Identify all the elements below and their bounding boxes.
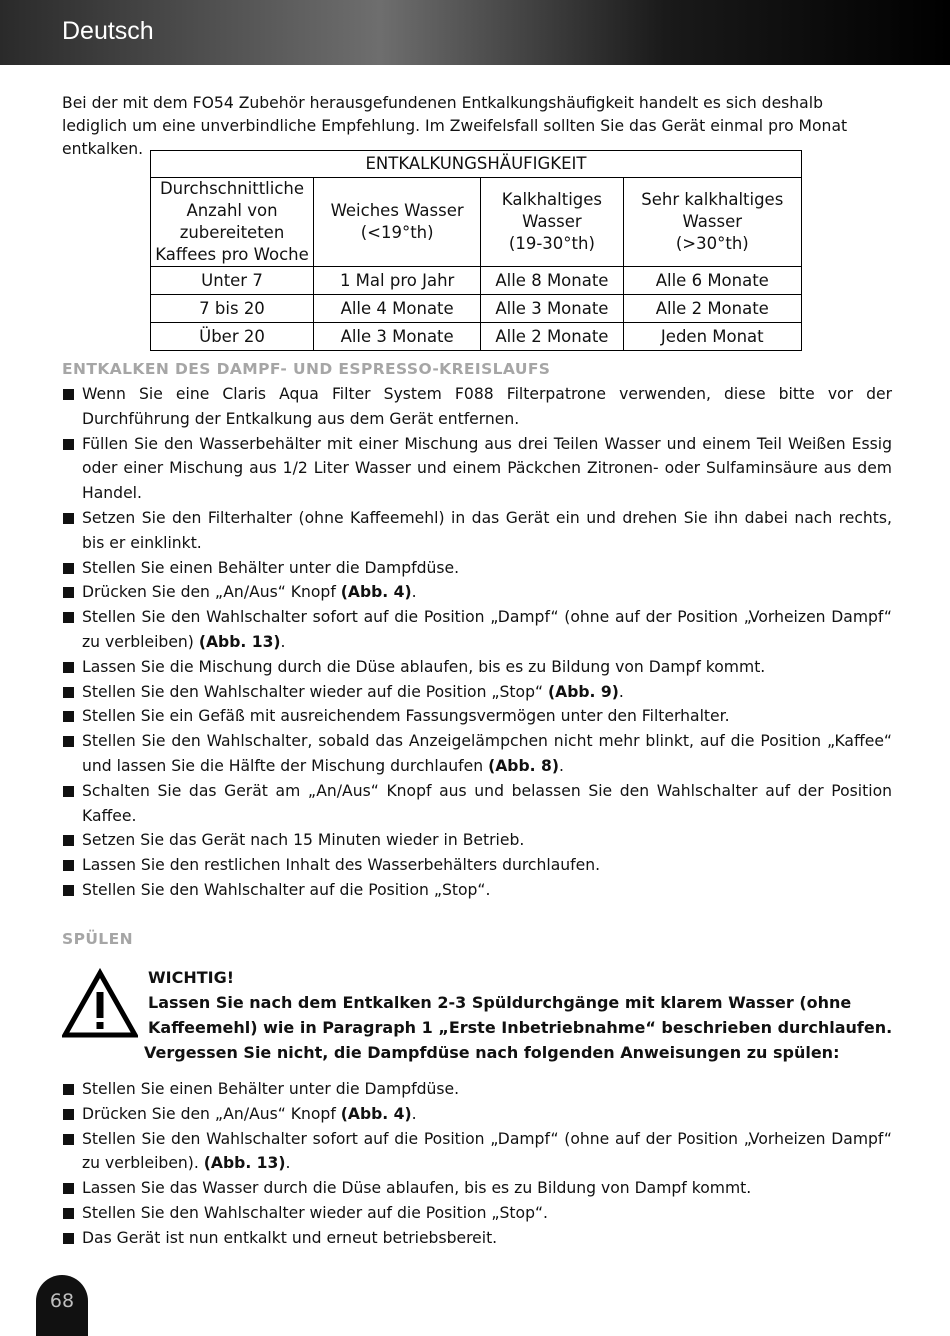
item-text: Setzen Sie den Filterhalter (ohne Kaffeemehl) in das Gerät ein und drehen Sie ihn dabei nach rechts, bis er einklinkt. bbox=[82, 508, 892, 552]
header-line: Anzahl von zubereiteten bbox=[179, 201, 285, 242]
table-header-soft-water bbox=[314, 178, 481, 267]
table-header-row bbox=[151, 178, 802, 267]
header-line: Wasser bbox=[522, 212, 582, 231]
list-item bbox=[62, 729, 892, 779]
item-text: Lassen Sie das Wasser durch die Düse ablaufen, bis es zu Bildung von Dampf kommt. bbox=[82, 1179, 752, 1198]
warning-icon bbox=[62, 968, 138, 1040]
list-item bbox=[62, 853, 892, 878]
header-line: (<19°th) bbox=[360, 223, 434, 242]
list-item bbox=[62, 828, 892, 853]
table-cell: Über 20 bbox=[151, 323, 314, 351]
bullet-icon bbox=[63, 860, 74, 871]
item-text: Lassen Sie die Mischung durch die Düse ablaufen, bis es zu Bildung von Dampf kommt. bbox=[82, 657, 766, 676]
item-text: Lassen Sie den restlichen Inhalt des Wasserbehälters durchlaufen. bbox=[82, 856, 601, 875]
table-cell: Alle 2 Monate bbox=[481, 323, 623, 351]
item-text: Drücken Sie den „An/Aus“ Knopf bbox=[82, 583, 341, 602]
table-cell: Alle 3 Monate bbox=[481, 295, 623, 323]
bullet-icon bbox=[63, 885, 74, 896]
list-item bbox=[62, 1102, 892, 1127]
bullet-icon bbox=[63, 563, 74, 574]
item-text: Stellen Sie ein Gefäß mit ausreichendem Fassungsvermögen unter den Filterhalter. bbox=[82, 707, 730, 726]
figure-reference: (Abb. 9) bbox=[548, 682, 619, 701]
header-line: (19-30°th) bbox=[508, 234, 595, 253]
header-line: Durchschnittliche bbox=[159, 179, 305, 198]
bullet-icon bbox=[63, 1183, 74, 1194]
list-item bbox=[62, 556, 892, 581]
table-cell: Alle 2 Monate bbox=[623, 295, 801, 323]
table-cell: Alle 6 Monate bbox=[623, 267, 801, 295]
item-text: Stellen Sie einen Behälter unter die Dampfdüse. bbox=[82, 1080, 460, 1098]
item-text: Setzen Sie das Gerät nach 15 Minuten wieder in Betrieb. bbox=[82, 831, 525, 850]
notice-line: Kaffeemehl) wie in Paragraph 1 „Erste Inbetriebnahme“ beschrieben durchlaufen. bbox=[148, 1018, 893, 1037]
figure-reference: (Abb. 4) bbox=[340, 583, 412, 602]
bullet-icon bbox=[63, 1233, 74, 1244]
table-cell: 7 bis 20 bbox=[151, 295, 314, 323]
list-item bbox=[62, 605, 892, 655]
header-title: Deutsch bbox=[62, 17, 154, 45]
descaling-steps-list bbox=[62, 382, 892, 903]
table-cell: Alle 8 Monate bbox=[481, 267, 623, 295]
header-line: Kalkhaltiges bbox=[501, 190, 603, 209]
item-text: Füllen Sie den Wasserbehälter mit einer Mischung aus drei Teilen Wasser und einem Teil Weißen Essig oder einer Mischung aus 1/2 Liter Wasser und einem Päckchen Zitronen- oder Sulfaminsäure aus dem Handel. bbox=[82, 434, 892, 503]
item-text: Das Gerät ist nun entkalkt und erneut betriebsbereit. bbox=[82, 1228, 498, 1247]
bullet-icon bbox=[63, 587, 74, 598]
table-cell: Unter 7 bbox=[151, 267, 314, 295]
bullet-icon bbox=[63, 687, 74, 698]
item-text: Stellen Sie einen Behälter unter die Dampfdüse. bbox=[82, 558, 460, 577]
bullet-icon bbox=[63, 736, 74, 747]
list-item bbox=[62, 680, 892, 705]
table-header-very-hard-water bbox=[623, 178, 801, 267]
table-row bbox=[151, 323, 802, 351]
item-text: Stellen Sie den Wahlschalter sofort auf die Position „Dampf“ (ohne auf der Position „Vorheizen Dampf“ zu verbleiben) bbox=[82, 608, 892, 651]
item-end: . bbox=[618, 682, 624, 701]
bullet-icon bbox=[63, 1134, 74, 1145]
bullet-icon bbox=[63, 1109, 74, 1120]
page-header bbox=[0, 0, 950, 65]
item-text: Drücken Sie den „An/Aus“ Knopf bbox=[82, 1104, 341, 1123]
figure-reference: (Abb. 4) bbox=[340, 1104, 412, 1123]
table-row bbox=[151, 295, 802, 323]
list-item bbox=[62, 1077, 892, 1102]
item-text: Stellen Sie den Wahlschalter sofort auf die Position „Dampf“ (ohne auf der Position „Vorheizen Dampf“ zu verbleiben). bbox=[82, 1129, 892, 1173]
section-heading-rinsing: SPÜLEN bbox=[62, 930, 133, 948]
item-text: Wenn Sie eine Claris Aqua Filter System F088 Filterpatrone verwenden, diese bitte vor der Durchführung der Entkalkung aus dem Gerät entfernen. bbox=[82, 385, 892, 428]
list-item bbox=[62, 1201, 892, 1226]
table-header-hard-water bbox=[481, 178, 623, 267]
bullet-icon bbox=[63, 711, 74, 722]
bullet-icon bbox=[63, 662, 74, 673]
item-end: . bbox=[411, 1104, 417, 1123]
header-line: Wasser bbox=[682, 212, 743, 231]
list-item bbox=[62, 1226, 892, 1251]
list-item bbox=[62, 704, 892, 729]
table-cell: Alle 4 Monate bbox=[314, 295, 481, 323]
list-item bbox=[62, 655, 892, 680]
header-line: Weiches Wasser bbox=[330, 201, 464, 220]
item-text: Stellen Sie den Wahlschalter auf die Position „Stop“. bbox=[82, 880, 491, 899]
list-item bbox=[62, 1176, 892, 1201]
item-text: Schalten Sie das Gerät am „An/Aus“ Knopf aus und belassen Sie den Wahlschalter auf der Position Kaffee. bbox=[82, 781, 892, 825]
item-text: Stellen Sie den Wahlschalter, sobald das Anzeigelämpchen nicht mehr blinkt, auf die Position „Kaffee“ und lassen Sie die Hälfte der Mischung durchlaufen bbox=[82, 732, 892, 775]
figure-reference: (Abb. 13) bbox=[203, 1154, 286, 1173]
list-item bbox=[62, 432, 892, 506]
bullet-icon bbox=[63, 1208, 74, 1219]
list-item bbox=[62, 580, 892, 605]
bullet-icon bbox=[63, 389, 74, 400]
bullet-icon bbox=[63, 1084, 74, 1095]
list-item bbox=[62, 382, 892, 432]
bullet-icon bbox=[63, 612, 74, 623]
figure-reference: (Abb. 13) bbox=[198, 632, 281, 651]
table-cell: 1 Mal pro Jahr bbox=[314, 267, 481, 295]
table-header-cups bbox=[151, 178, 314, 267]
list-item bbox=[62, 878, 892, 903]
page-number: 68 bbox=[36, 1275, 88, 1336]
list-item bbox=[62, 779, 892, 829]
header-line: Sehr kalkhaltiges bbox=[641, 190, 784, 209]
table-cell: Jeden Monat bbox=[623, 323, 801, 351]
bullet-icon bbox=[63, 786, 74, 797]
item-end: . bbox=[411, 583, 417, 602]
item-end: . bbox=[558, 756, 564, 775]
item-text: Stellen Sie den Wahlschalter wieder auf die Position „Stop“ bbox=[82, 682, 548, 701]
table-title: ENTKALKUNGSHÄUFIGKEIT bbox=[151, 151, 802, 178]
section-heading-descaling: ENTKALKEN DES DAMPF- UND ESPRESSO-KREISLAUFS bbox=[62, 360, 551, 378]
intro-paragraph: Bei der mit dem FO54 Zubehör herausgefundenen Entkalkungshäufigkeit handelt es sich deshalb lediglich um eine unverbindliche Empfehlung. Im Zweifelsfall sollten Sie das Gerät einmal pro Monat entkalken. bbox=[62, 94, 848, 158]
rinsing-steps-list bbox=[62, 1077, 892, 1251]
bullet-icon bbox=[63, 513, 74, 524]
bullet-icon bbox=[63, 835, 74, 846]
list-item bbox=[62, 1127, 892, 1177]
figure-reference: (Abb. 8) bbox=[488, 756, 559, 775]
header-line: Kaffees pro Woche bbox=[155, 245, 309, 264]
descaling-frequency-table bbox=[150, 150, 802, 351]
item-end: . bbox=[285, 1154, 291, 1173]
list-item bbox=[62, 506, 892, 556]
notice-line: Vergessen Sie nicht, die Dampfdüse nach folgenden Anweisungen zu spülen: bbox=[144, 1043, 840, 1062]
header-line: (>30°th) bbox=[675, 234, 749, 253]
item-text: Stellen Sie den Wahlschalter wieder auf die Position „Stop“. bbox=[82, 1203, 548, 1222]
notice-line: Lassen Sie nach dem Entkalken 2-3 Spüldurchgänge mit klarem Wasser (ohne bbox=[148, 993, 852, 1012]
bullet-icon bbox=[63, 439, 74, 450]
table-row bbox=[151, 267, 802, 295]
table-cell: Alle 3 Monate bbox=[314, 323, 481, 351]
notice-heading: WICHTIG! bbox=[148, 968, 235, 987]
important-notice bbox=[144, 965, 898, 1065]
item-end: . bbox=[280, 632, 286, 651]
